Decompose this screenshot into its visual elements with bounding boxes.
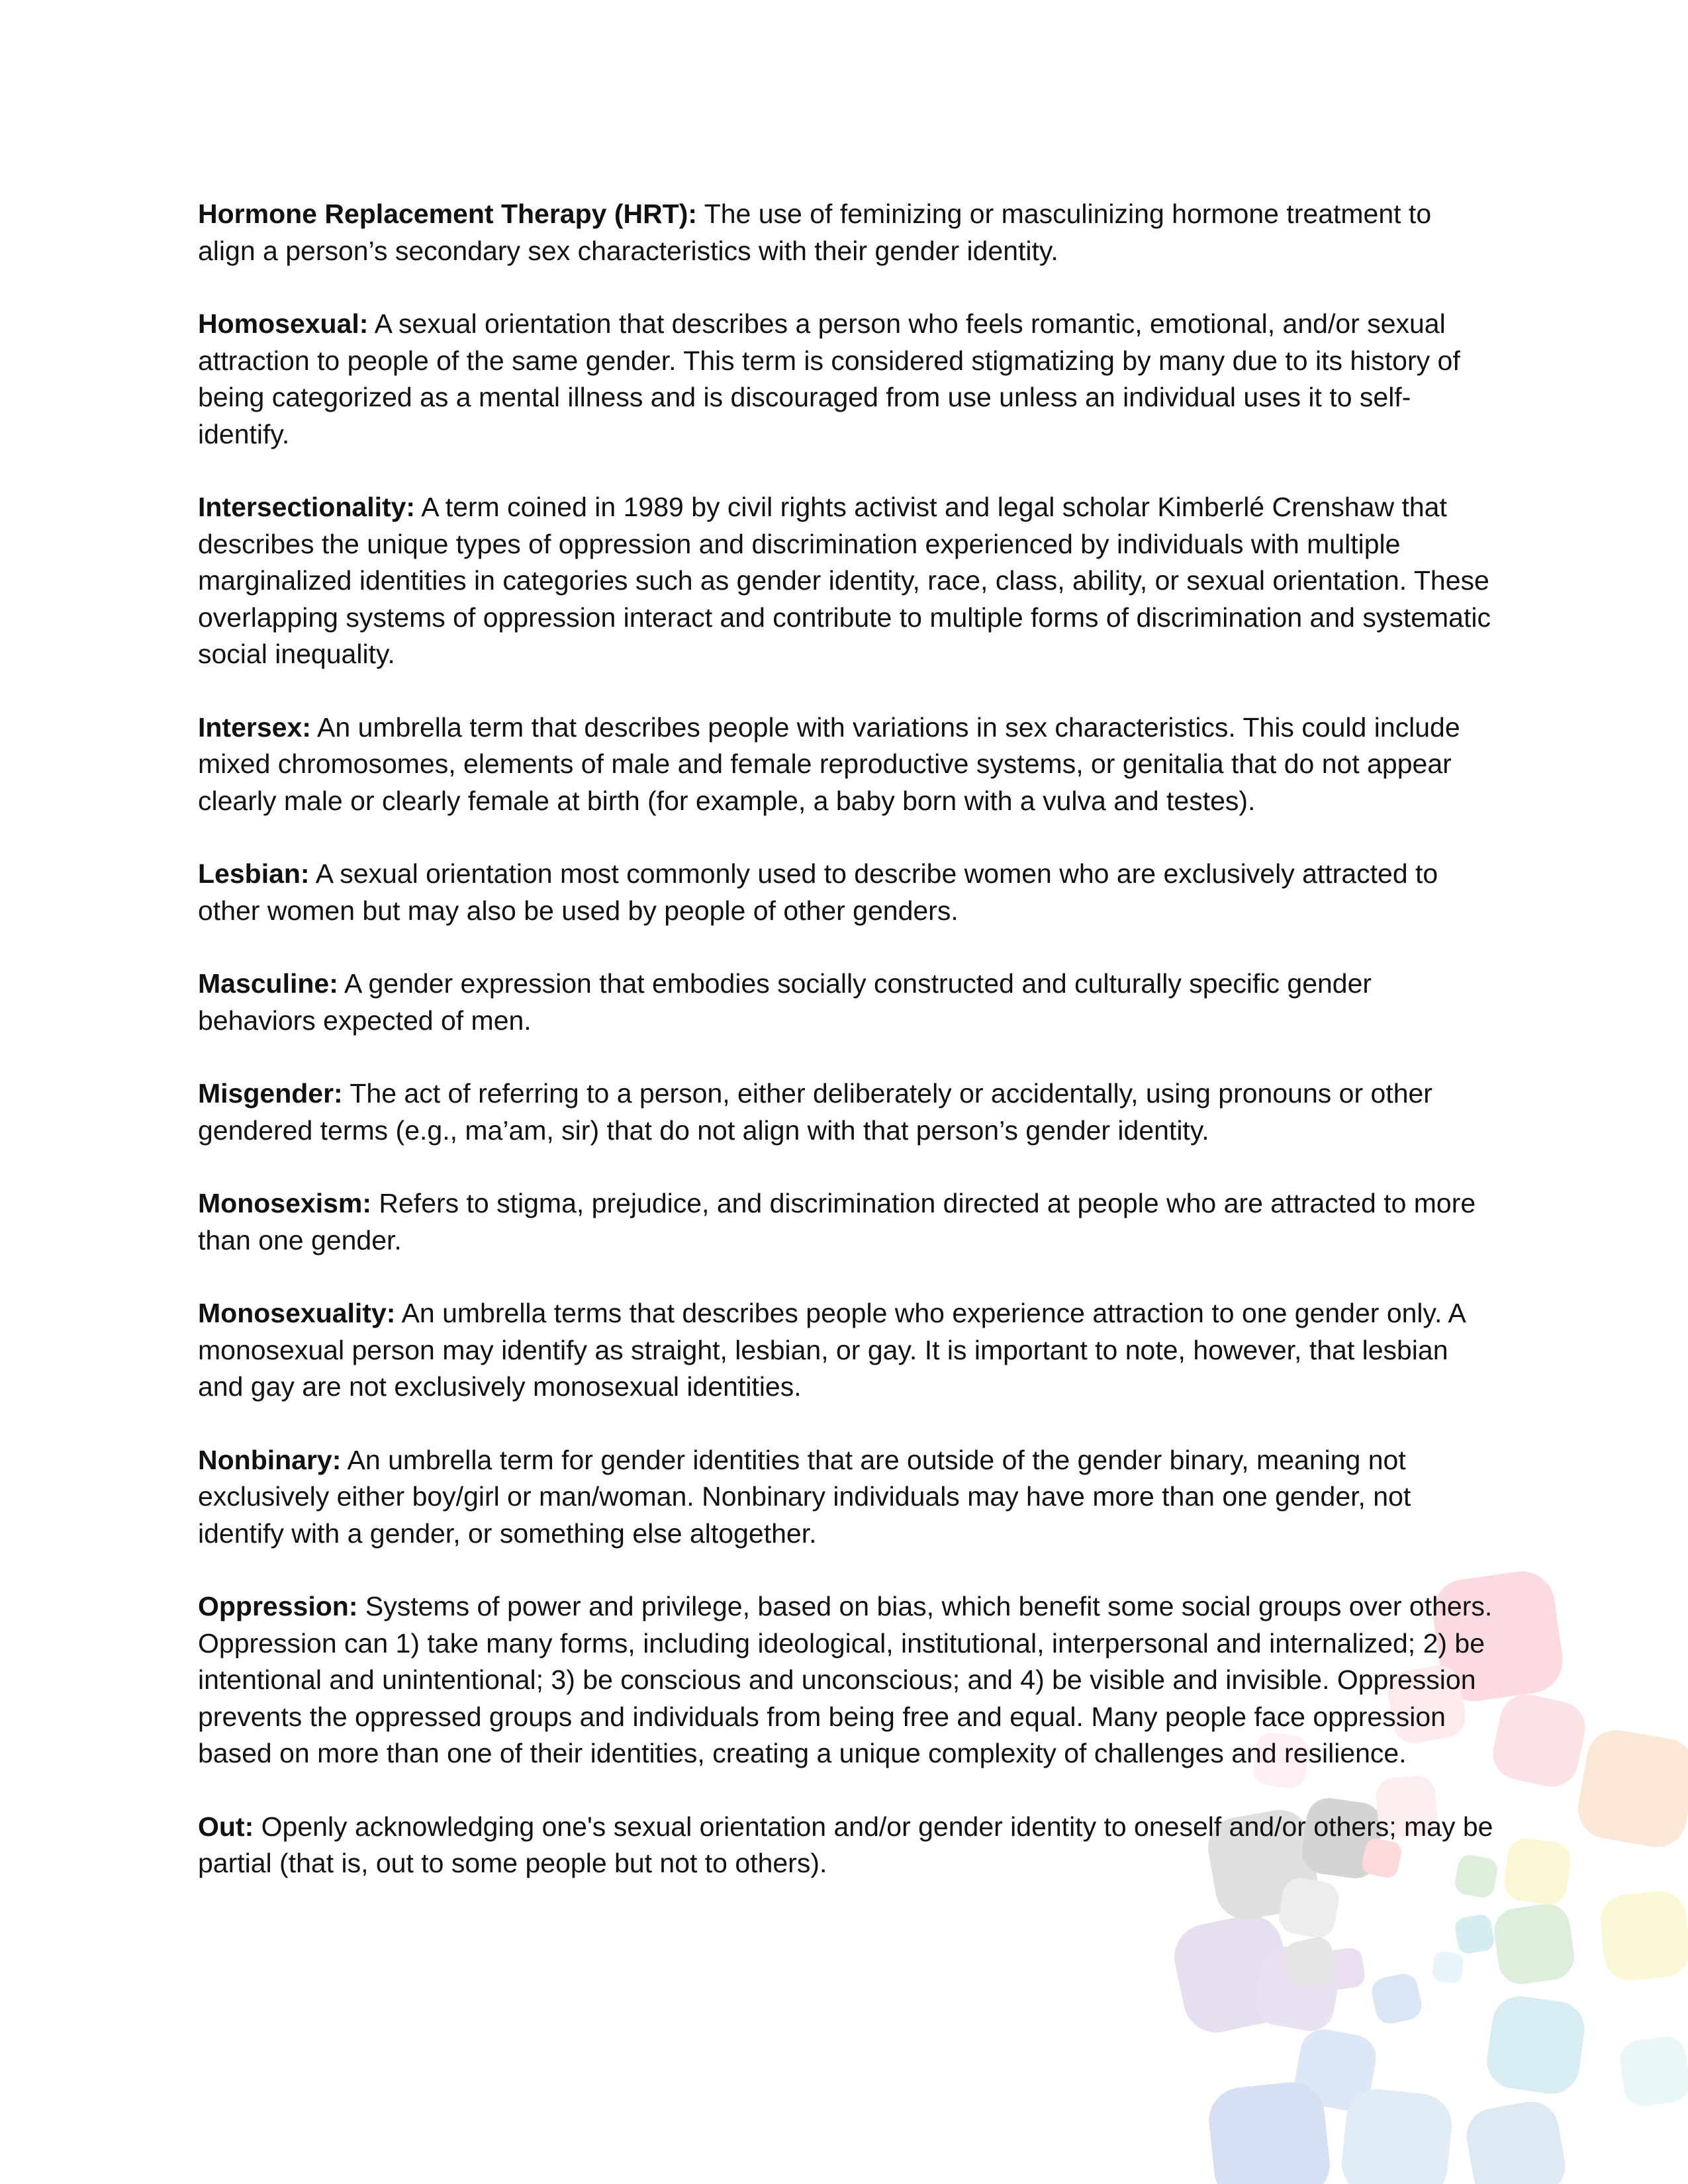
entry-term: Oppression:: [198, 1591, 358, 1621]
glossary-entry-out: [198, 1809, 1495, 1882]
entry-definition: An umbrella term that describes people with variations in sex characteristics. This could include mixed chromosomes, elements of male and female reproductive systems, or genitalia that do not appear clearly male or clearly female at birth (for example, a baby born with a vulva and testes).: [198, 711, 1460, 816]
glossary-entry-lesbian: [198, 856, 1495, 929]
entry-term: Intersex:: [198, 711, 311, 743]
entry-definition: Refers to stigma, prejudice, and discrimination directed at people who are attracted to more than one gender.: [198, 1188, 1476, 1255]
glossary-entry-hrt: [198, 196, 1495, 269]
entry-definition: A term coined in 1989 by civil rights activist and legal scholar Kimberlé Crenshaw that describes the unique types of oppression and discrimination experienced by individuals with multiple marginalized identities in categories such as gender identity, race, class, ability, or sexual orientation. These overlapping systems of oppression interact and contribute to multiple forms of discrimination and systematic social inequality.: [198, 492, 1491, 669]
entry-term: Masculine:: [198, 968, 338, 999]
glossary-entry-intersectionality: [198, 489, 1495, 673]
glossary-entry-homosexual: [198, 306, 1495, 453]
glossary-entry-masculine: [198, 966, 1495, 1039]
entry-term: Nonbinary:: [198, 1444, 342, 1475]
glossary-entry-intersex: [198, 709, 1495, 820]
entry-term: Out:: [198, 1811, 254, 1842]
glossary-entry-monosexuality: [198, 1295, 1495, 1406]
entry-term: Lesbian:: [198, 858, 310, 889]
entry-term: Intersectionality:: [198, 492, 416, 522]
entry-term: Homosexual:: [198, 308, 369, 339]
entry-term: Monosexuality:: [198, 1298, 396, 1328]
entry-definition: The act of referring to a person, either deliberately or accidentally, using pronouns or other gendered terms (e.g., ma’am, sir) that do not align with that person’s gender identity.: [198, 1078, 1432, 1146]
entry-definition: The use of feminizing or masculinizing hormone treatment to align a person’s secondary sex characteristics with their gender identity.: [198, 199, 1432, 266]
glossary-entry-nonbinary: [198, 1442, 1495, 1553]
entry-definition: A gender expression that embodies socially constructed and culturally specific gender behaviors expected of men.: [198, 968, 1372, 1036]
entry-definition: An umbrella term for gender identities that are outside of the gender binary, meaning not exclusively either boy/girl or man/woman. Nonbinary individuals may have more than one gender, not identify with a gender, or something else altogether.: [198, 1444, 1411, 1549]
glossary-entry-oppression: [198, 1588, 1495, 1772]
glossary-content: [198, 196, 1495, 1919]
glossary-entry-misgender: [198, 1075, 1495, 1149]
entry-term: Monosexism:: [198, 1188, 371, 1218]
entry-definition: Systems of power and privilege, based on bias, which benefit some social groups over others. Oppression can 1) take many forms, including ideological, institutional, interpersonal and internalized; 2) be intentional and unintentional; 3) be conscious and unconscious; and 4) be visible and invisible. Oppression prevents the oppressed groups and individuals from being free and equal. Many people face oppression based on more than one of their identities, creating a unique complexity of challenges and resilience.: [198, 1591, 1493, 1768]
entry-definition: An umbrella terms that describes people who experience attraction to one gender only. A monosexual person may identify as straight, lesbian, or gay. It is important to note, however, that lesbian and gay are not exclusively monosexual identities.: [198, 1298, 1465, 1402]
entry-definition: Openly acknowledging one's sexual orientation and/or gender identity to oneself and/or others; may be partial (that is, out to some people but not to others).: [198, 1811, 1493, 1878]
entry-definition: A sexual orientation that describes a person who feels romantic, emotional, and/or sexual attraction to people of the same gender. This term is considered stigmatizing by many due to its history of being categorized as a mental illness and is discouraged from use unless an individual uses it to self-identify.: [198, 308, 1460, 449]
entry-term: Misgender:: [198, 1078, 343, 1109]
glossary-entry-monosexism: [198, 1185, 1495, 1259]
entry-definition: A sexual orientation most commonly used to describe women who are exclusively attracted to other women but may also be used by people of other genders.: [198, 858, 1438, 926]
entry-term: Hormone Replacement Therapy (HRT):: [198, 199, 698, 229]
